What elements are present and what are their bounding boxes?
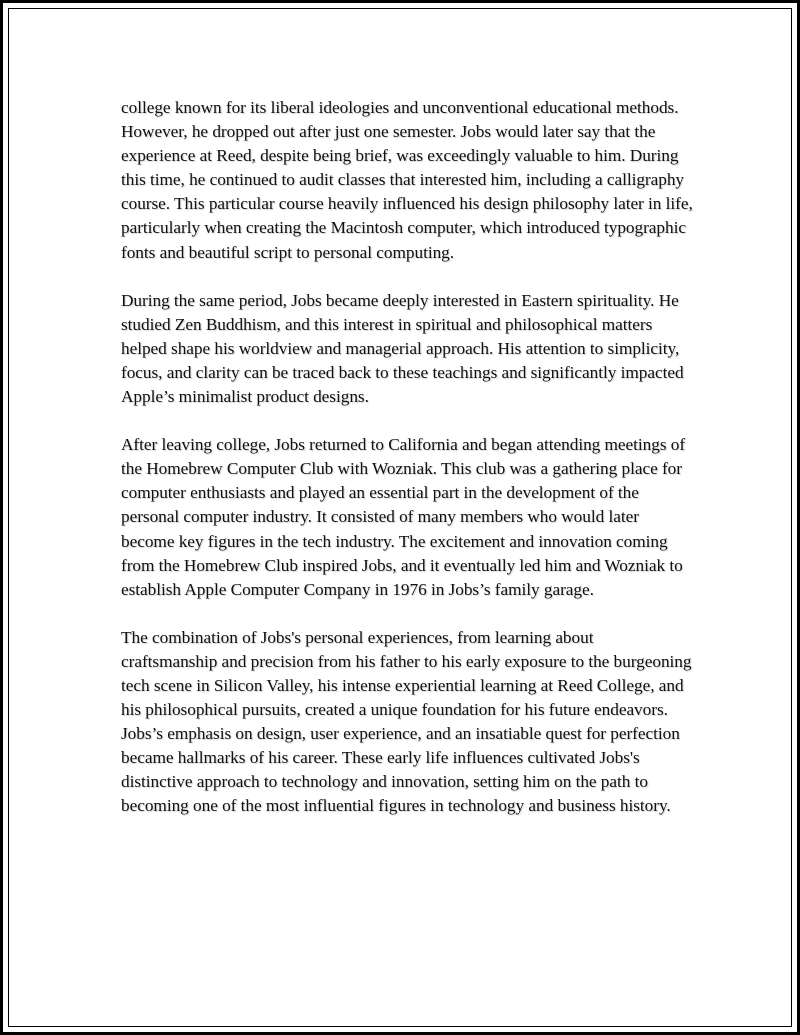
paragraph-conclusion: The combination of Jobs's personal experiences, from learning about craftsmanship and precision from his father to his early exposure to the burgeoning tech scene in Silicon Valley, his intense experiential learning at Reed College, and his philosophical pursuits, created a unique foundation for his future endeavors. Jobs’s emphasis on design, user experience, and an insatiable quest for perfection became hallmarks of his career. These early life influences cultivated Jobs's distinctive approach to technology and innovation, setting him on the path to becoming one of the most influential figures in technology and business history.: [121, 627, 692, 816]
paragraph-eastern-spirituality: During the same period, Jobs became deeply interested in Eastern spirituality. He studied Zen Buddhism, and this interest in spiritual and philosophical matters helped shape his worldview and managerial approach. His attention to simplicity, focus, and clarity can be traced back to these teachings and significantly impacted Apple’s minimalist product designs.: [121, 290, 684, 407]
paragraph-reed-college: college known for its liberal ideologies and unconventional educational methods. However, he dropped out after just one semester. Jobs would later say that the experience at Reed, despite being brief, was exceedingly valuable to him. During this time, he continued to audit classes that interested him, including a calligraphy course. This particular course heavily influenced his design philosophy later in life, particularly when creating the Macintosh computer, which introduced typographic fonts and beautiful script to personal computing.: [121, 98, 693, 262]
paragraph-homebrew-club: After leaving college, Jobs returned to California and began attending meetings of the Homebrew Computer Club with Wozniak. This club was a gathering place for computer enthusiasts and played an essential part in the development of the personal computer industry. It consisted of many members who would later become key figures in the tech industry. The excitement and innovation coming from the Homebrew Club inspired Jobs, and it eventually led him and Wozniak to establish Apple Computer Company in 1976 in Jobs’s family garage.: [121, 435, 686, 599]
document-body: [121, 96, 693, 843]
